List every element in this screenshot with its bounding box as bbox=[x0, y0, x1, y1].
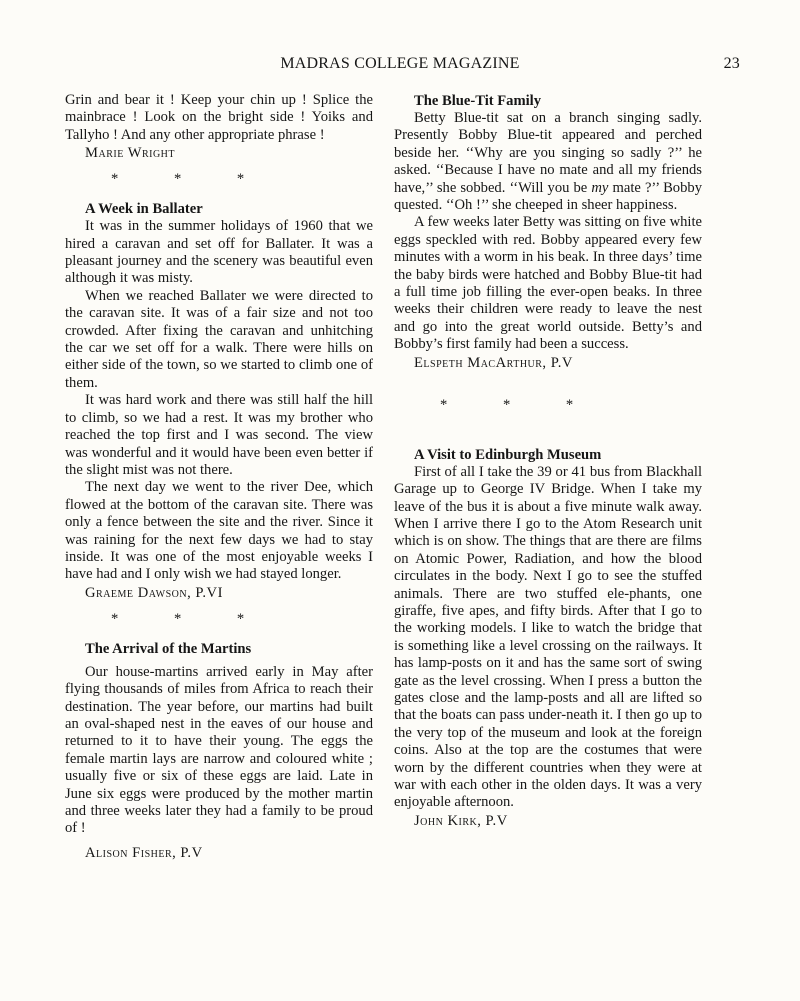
ballater-paragraph: When we reached Ballater we were directed to the caravan site. It was of a fair size and not too crowded. After fixing the caravan and unhitching the car we set off for a walk. There were hills on either side of the town, so we started to climb one of them. bbox=[65, 287, 373, 391]
separator-stars: * * * bbox=[440, 396, 600, 413]
magazine-title: MADRAS COLLEGE MAGAZINE bbox=[280, 55, 520, 72]
bluetit-paragraph: Betty Blue-tit sat on a branch singing sadly. Presently Bobby Blue-tit appeared and perched beside her. ‘‘Why are you singing so sadly ?’’ he asked. ‘‘Because I have no mate and all my friends have,’’ she sobbed. ‘‘Will you be my mate ?’’ Bobby quested. ‘‘Oh !’’ she cheeped in sheer happiness. bbox=[394, 110, 702, 214]
martins-signature: Alison Fisher, P.V bbox=[85, 844, 203, 861]
right-column bbox=[394, 92, 702, 830]
separator-stars: * * * bbox=[111, 171, 271, 188]
martins-paragraph: Our house-martins arrived early in May after flying thousands of miles from Africa to reach their destination. The year before, our martins had built an oval-shaped nest in the eaves of our house and returned to it to have their young. The eggs the female martin lays are narrow and coloured white ; usually five or six of these eggs are laid. Late in June six eggs were produced by the mother martin and three weeks later they had a family to be proud of ! bbox=[65, 663, 373, 837]
separator-stars: * * * bbox=[111, 610, 271, 627]
left-column bbox=[65, 92, 373, 862]
page-number: 23 bbox=[723, 55, 740, 72]
bluetit-paragraph: A few weeks later Betty was sitting on five white eggs speckled with red. Bobby appeared every few minutes with a worm in his beak. In three days’ time the baby birds were hatched and Bobby Blue-tit had a full time job filling the ever-open beaks. In three weeks their children were ready to leave the nest and go into the great world outside. Betty’s and Bobby’s first family had been a success. bbox=[394, 214, 702, 353]
article-title-ballater: A Week in Ballater bbox=[85, 201, 203, 218]
intro-signature: Marie Wright bbox=[85, 145, 176, 162]
ballater-paragraph: It was hard work and there was still half the hill to climb, so we had a rest. It was my brother who reached the top first and I was second. The view was wonderful and it would have been even better if the slight mist was not there. bbox=[65, 392, 373, 478]
article-title-martins: The Arrival of the Martins bbox=[85, 640, 252, 657]
bluetit-signature: Elspeth MacArthur, P.V bbox=[414, 354, 573, 371]
museum-paragraph: First of all I take the 39 or 41 bus from Blackhall Garage up to George IV Bridge. When I take my leave of the bus it is about a five minute walk away. When I arrive there I go to the Atom Research unit which is on show. The things that are there are films on Atomic Power, Radiation, and how the blood circulates in the body. Next I go to see the stuffed animals. There are two stuffed ele-phants, one giraffe, five apes, and fifty birds. After that I go to the working models. I like to watch the bridge that is something like a level crossing on the railways. It has lamp-posts on it and has the same sort of swing gate as the level crossing. When I press a button the gates close and the lamp-posts and all are lifted so that the boats can pass under-neath it. I then go up to the very top of the museum and look at the foreign coins. Also at the top are the costumes that were worn by the different countries when they were at war with each other in the olden days. It was a very enjoyable afternoon. bbox=[394, 463, 702, 811]
article-title-museum: A Visit to Edinburgh Museum bbox=[414, 446, 602, 463]
ballater-paragraph: The next day we went to the river Dee, which flowed at the bottom of the caravan site. There was only a fence between the site and the river. Since it was raining for the next few days we had to stay inside. It was one of the most enjoyable weeks I have had and I only wish we had stayed longer. bbox=[65, 479, 373, 583]
intro-paragraph: Grin and bear it ! Keep your chin up ! Splice the mainbrace ! Look on the bright side ! Yoiks and Tallyho ! And any other appropriate phrase ! bbox=[65, 92, 373, 143]
article-title-bluetit: The Blue-Tit Family bbox=[414, 93, 542, 109]
ballater-paragraph: It was in the summer holidays of 1960 that we hired a caravan and set off for Ballater. It was a pleasant journey and the scenery was beautiful even although it was misty. bbox=[65, 218, 373, 287]
museum-signature: John Kirk, P.V bbox=[414, 812, 508, 829]
ballater-signature: Graeme Dawson, P.VI bbox=[85, 584, 223, 601]
